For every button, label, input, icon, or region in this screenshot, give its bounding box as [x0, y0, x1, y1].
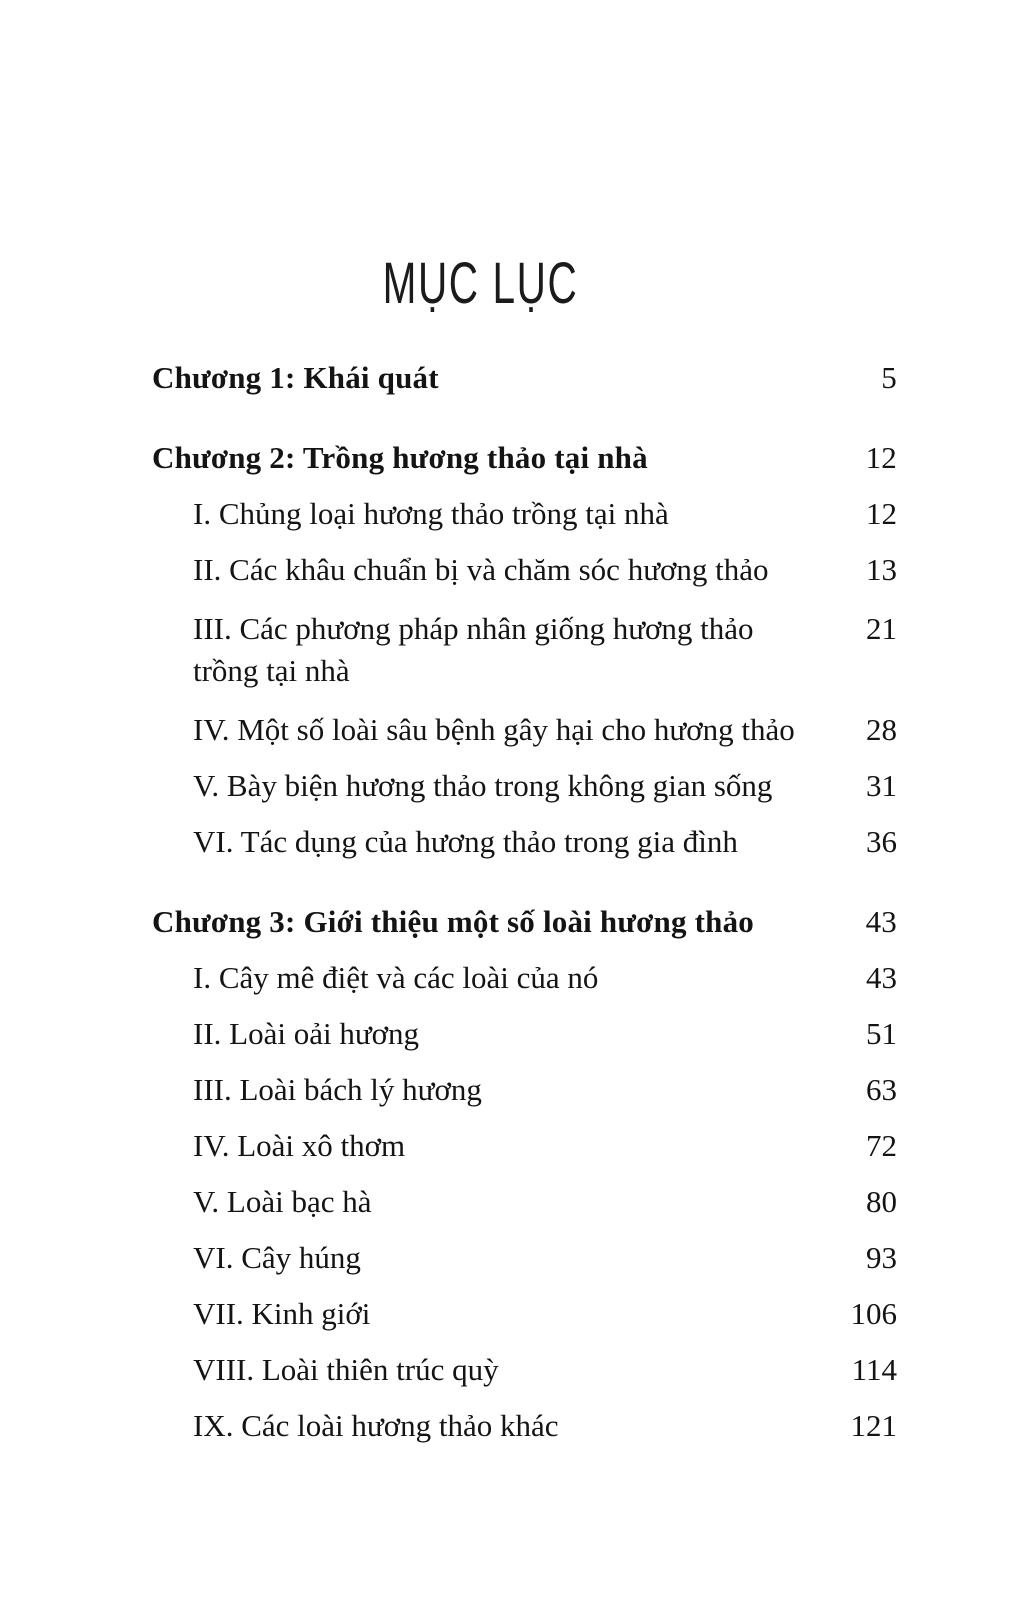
toc-entry	[152, 1184, 897, 1220]
toc-entry	[152, 1296, 897, 1332]
toc-entry	[152, 1072, 897, 1108]
toc-entry	[152, 904, 897, 940]
toc-entry-page: 36	[866, 824, 897, 859]
toc-entry-label-line2: trồng tại nhà	[193, 653, 350, 688]
toc-entry-label	[152, 608, 827, 692]
toc-entry-label: V. Bày biện hương thảo trong không gian sống	[193, 768, 773, 803]
toc-entry-label: VII. Kinh giới	[193, 1296, 371, 1331]
toc-entry-label: Chương 3: Giới thiệu một số loài hương thảo	[152, 904, 754, 939]
toc-entry	[152, 1240, 897, 1276]
page-title: MỤC LỤC	[382, 251, 579, 317]
toc-entry-label: V. Loài bạc hà	[193, 1184, 372, 1219]
toc-entry-label: III. Loài bách lý hương	[193, 1072, 482, 1107]
toc-entry	[152, 552, 897, 588]
toc-entry-label: II. Loài oải hương	[193, 1016, 420, 1051]
toc-entry-page: 28	[866, 712, 897, 747]
toc-entry	[152, 1128, 897, 1164]
toc-entry-page: 12	[865, 440, 897, 475]
toc-entry-page: 121	[850, 1408, 897, 1443]
toc-entry	[152, 360, 897, 396]
toc-entry	[152, 1352, 897, 1388]
toc-entry-page: 5	[881, 360, 897, 395]
toc-entry-page: 80	[866, 1184, 897, 1219]
toc-entry	[152, 824, 897, 860]
toc-entry	[152, 608, 897, 692]
toc-entry-page: 106	[850, 1296, 897, 1331]
toc-entry	[152, 960, 897, 996]
toc-entry-label: IX. Các loài hương thảo khác	[193, 1408, 559, 1443]
toc-entry-page: 93	[866, 1240, 897, 1275]
toc-entry-label: VI. Tác dụng của hương thảo trong gia đình	[193, 824, 738, 859]
toc-entry	[152, 1408, 897, 1444]
toc	[152, 360, 897, 1444]
toc-entry-page: 114	[851, 1352, 897, 1387]
toc-entry-label: Chương 1: Khái quát	[152, 360, 439, 395]
toc-entry-page: 31	[866, 768, 897, 803]
toc-entry-page: 51	[866, 1016, 897, 1051]
toc-entry-page: 12	[866, 496, 897, 531]
toc-entry-label: IV. Loài xô thơm	[193, 1128, 406, 1163]
toc-entry	[152, 496, 897, 532]
toc-entry	[152, 712, 897, 748]
toc-entry-label: IV. Một số loài sâu bệnh gây hại cho hương thảo	[193, 712, 795, 747]
toc-entry-page: 43	[866, 960, 897, 995]
toc-entry-label-line1: III. Các phương pháp nhân giống hương thảo	[193, 611, 754, 646]
toc-entry	[152, 1016, 897, 1052]
toc-entry	[152, 768, 897, 804]
toc-entry-page: 13	[866, 552, 897, 587]
toc-entry-label: VI. Cây húng	[193, 1240, 361, 1275]
toc-entry-label: Chương 2: Trồng hương thảo tại nhà	[152, 440, 648, 475]
toc-entry-page: 21	[866, 611, 897, 646]
toc-entry-page: 72	[866, 1128, 897, 1163]
page-title-row	[152, 252, 897, 316]
toc-entry-page: 43	[865, 904, 897, 939]
toc-entry-label: I. Chủng loại hương thảo trồng tại nhà	[193, 496, 669, 531]
toc-entry-label: VIII. Loài thiên trúc quỳ	[193, 1352, 499, 1387]
toc-entry	[152, 440, 897, 476]
toc-entry-label: II. Các khâu chuẩn bị và chăm sóc hương thảo	[193, 552, 769, 587]
toc-entry-page: 63	[866, 1072, 897, 1107]
toc-entry-label: I. Cây mê điệt và các loài của nó	[193, 960, 599, 995]
